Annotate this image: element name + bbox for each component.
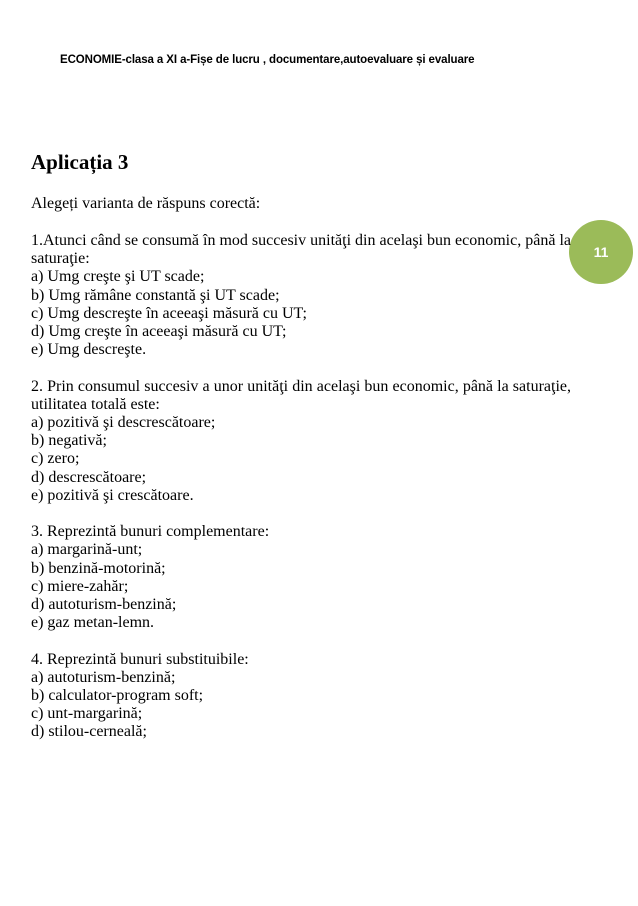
question-text: 4. Reprezintă bunuri substituibile: — [31, 650, 249, 668]
answer-option: e) gaz metan-lemn. — [31, 614, 155, 632]
page-header: ECONOMIE-clasa a XI a-Fișe de lucru , documentare,autoevaluare și evaluare — [60, 54, 475, 66]
question-text: 2. Prin consumul succesiv a unor unităţi din acelaşi bun economic, până la saturaţie, utilitatea totală este: — [31, 377, 571, 413]
answer-option: b) calculator-program soft; — [31, 687, 204, 705]
answer-option: d) stilou-cerneală; — [31, 723, 147, 741]
answer-option: c) unt-margarină; — [31, 705, 143, 723]
page-number-badge: 11 — [569, 220, 633, 284]
answer-option: c) Umg descreşte în aceeaşi măsură cu UT; — [31, 304, 307, 322]
questions-list — [31, 232, 571, 760]
answer-option: d) Umg creşte în aceeaşi măsură cu UT; — [31, 323, 287, 341]
answer-option: a) autoturism-benzină; — [31, 668, 176, 686]
answer-option: d) descrescătoare; — [31, 468, 147, 486]
section-title: Aplicația 3 — [31, 150, 129, 174]
question-text: 3. Reprezintă bunuri complementare: — [31, 523, 270, 541]
answer-option: b) negativă; — [31, 432, 107, 450]
answer-option: e) Umg descreşte. — [31, 341, 147, 359]
instruction-text: Alegeți varianta de răspuns corectă: — [31, 195, 261, 212]
question-text: 1.Atunci când se consumă în mod succesiv unităţi din acelaşi bun economic, până la saturaţie: — [31, 232, 571, 268]
answer-option: c) zero; — [31, 450, 80, 468]
answer-option: a) Umg creşte şi UT scade; — [31, 268, 205, 286]
question-2 — [31, 378, 571, 505]
question-3 — [31, 523, 571, 632]
answer-option: c) miere-zahăr; — [31, 577, 129, 595]
question-1 — [31, 232, 571, 359]
answer-option: e) pozitivă şi crescătoare. — [31, 486, 194, 504]
question-4 — [31, 651, 571, 742]
answer-option: d) autoturism-benzină; — [31, 596, 177, 614]
answer-option: b) benzină-motorină; — [31, 559, 166, 577]
answer-option: a) margarină-unt; — [31, 541, 143, 559]
answer-option: a) pozitivă şi descrescătoare; — [31, 414, 216, 432]
answer-option: b) Umg rămâne constantă şi UT scade; — [31, 286, 280, 304]
